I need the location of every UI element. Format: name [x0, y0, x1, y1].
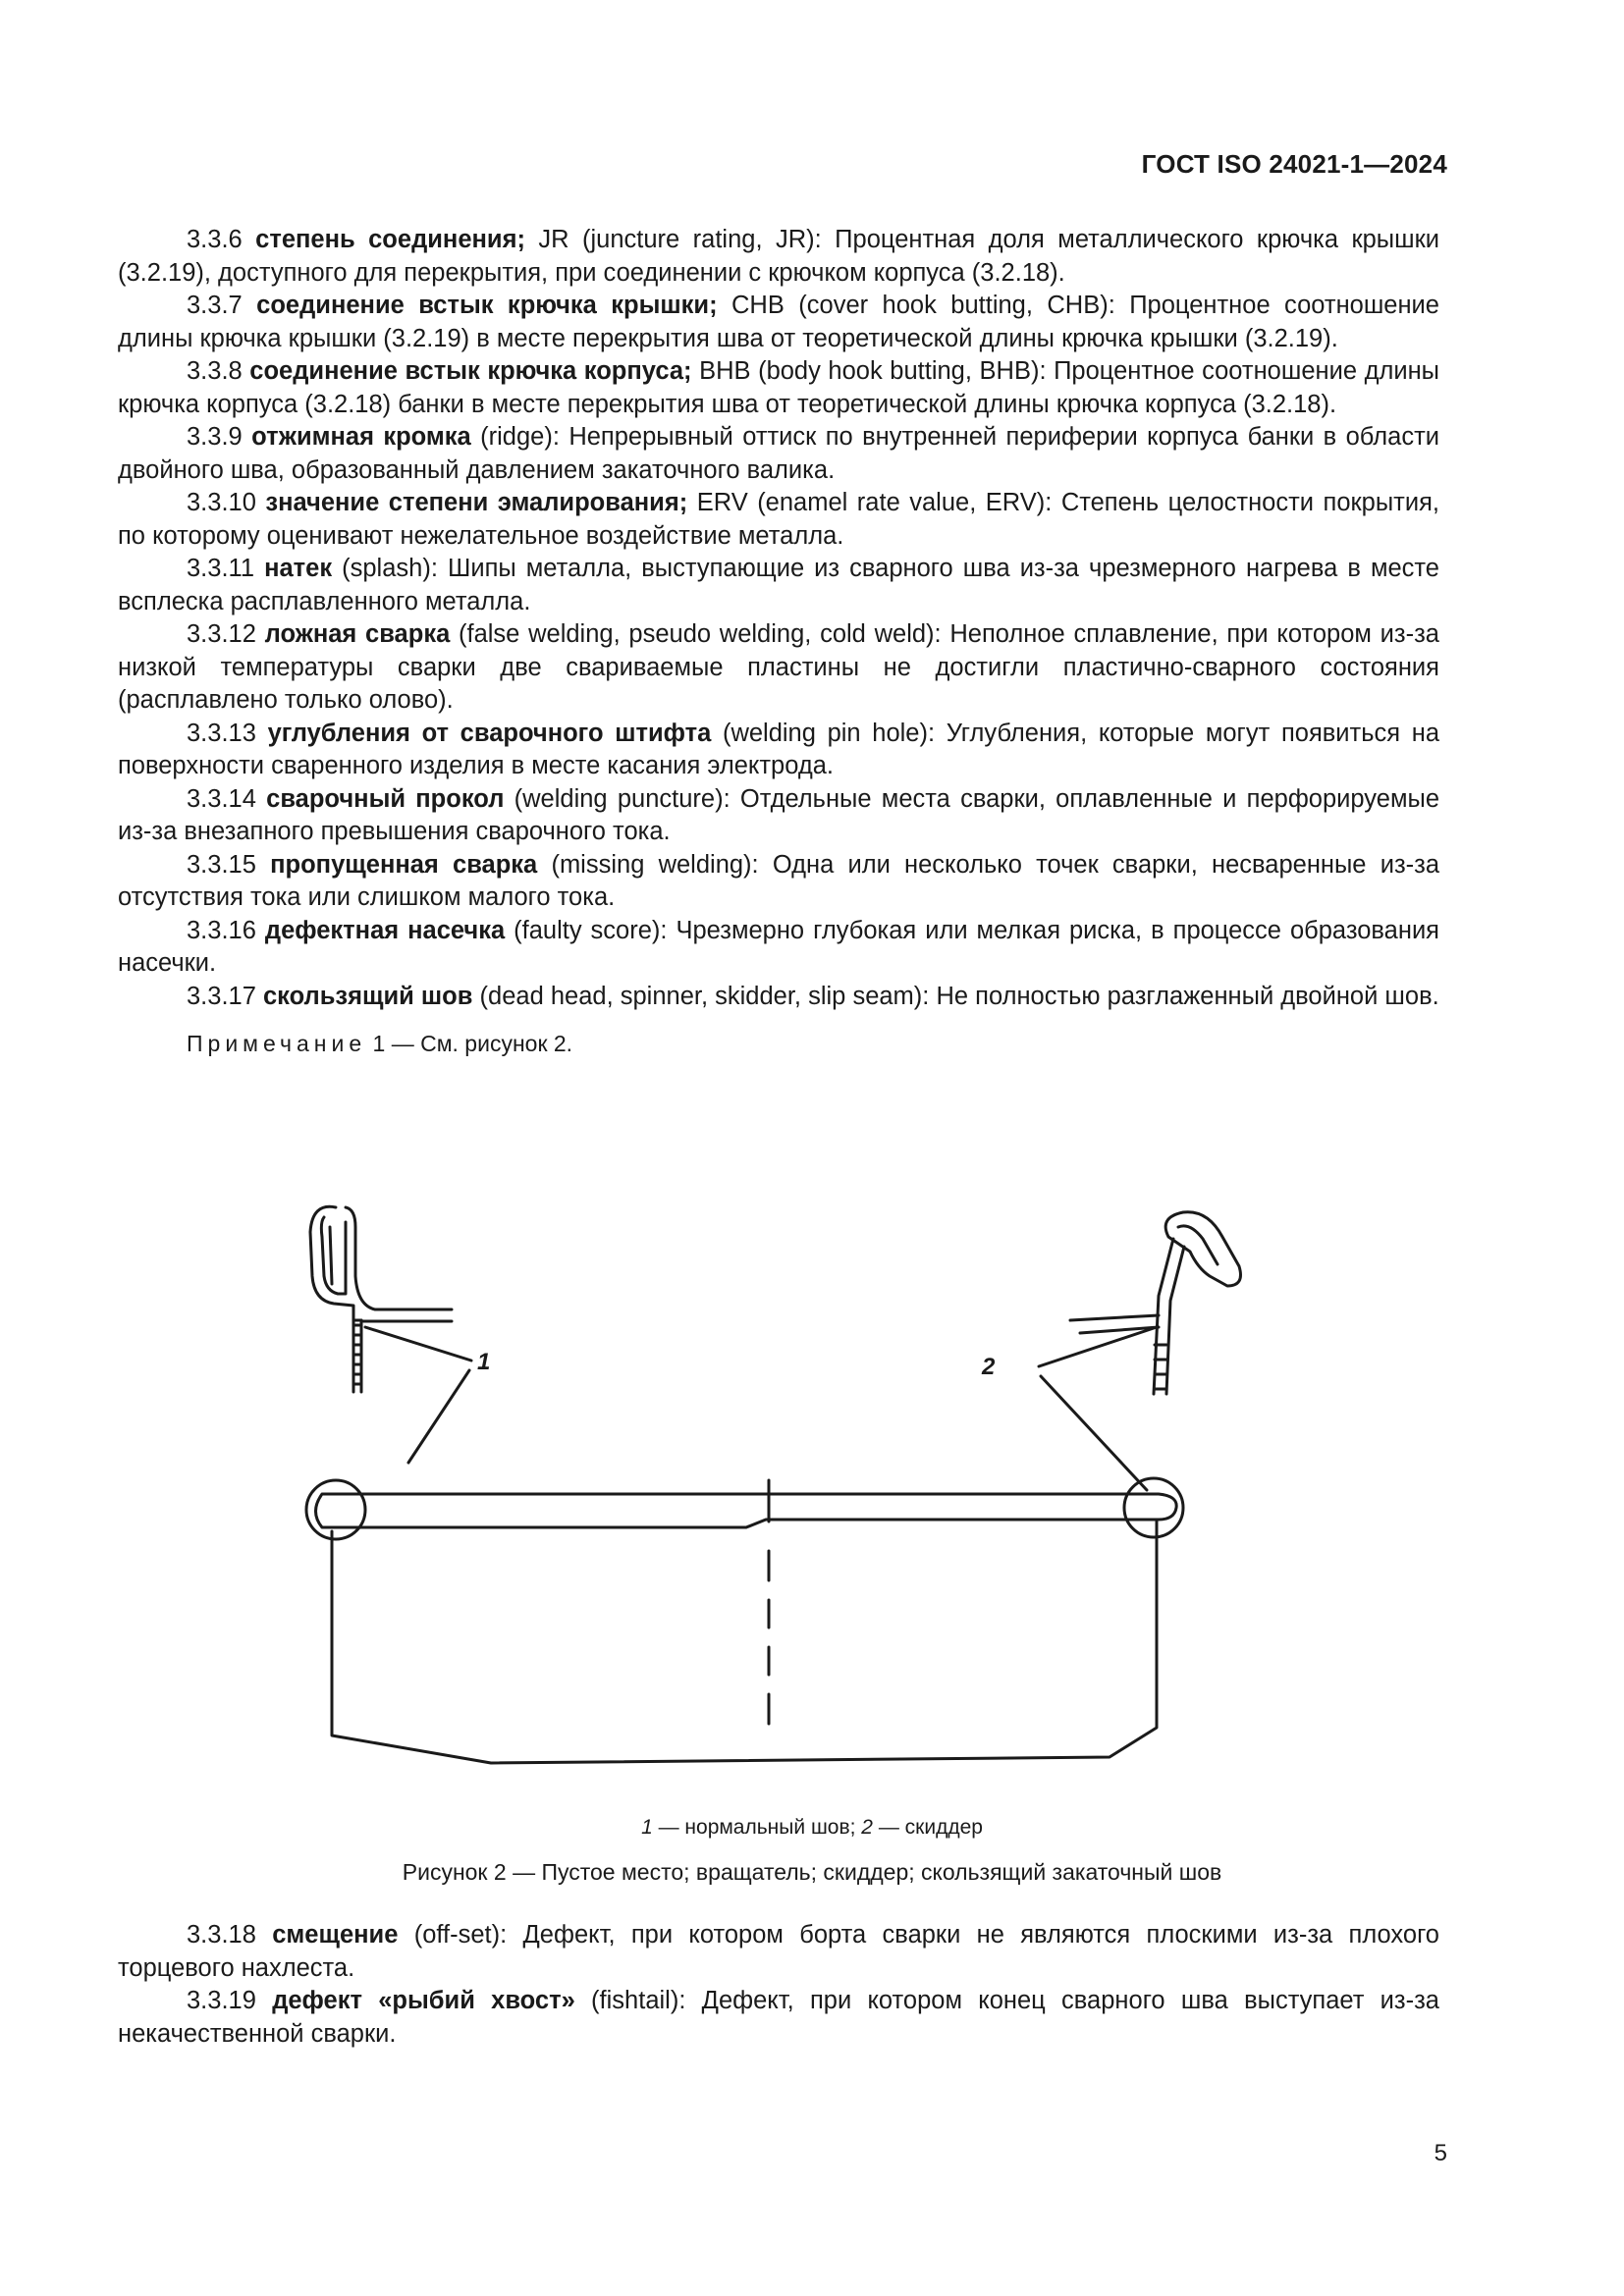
terms-section-2 [118, 1919, 1439, 2051]
term-paragraph: 3.3.8 соединение встык крючка корпуса; BHB (body hook butting, BHB): Процентное соотношение длины крючка корпуса (3.2.18) банки в месте перекрытия шва от теоретической длины крючка корпуса (3.2.18). [118, 357, 1439, 418]
callout-2: 2 [982, 1354, 996, 1380]
note-label: Примечание [187, 1031, 367, 1056]
term-paragraph: 3.3.16 дефектная насечка (faulty score): Чрезмерно глубокая или мелкая риска, в процессе образования насечки. [118, 916, 1439, 977]
term-paragraph: 3.3.12 ложная сварка (false welding, pseudo welding, cold weld): Неполное сплавление, при котором из-за низкой температуры сварки две свариваемые пластины не достигли пластично-сварного состояния (расплавлено только олово). [118, 620, 1439, 714]
page-number: 5 [1434, 2140, 1447, 2166]
note-text: 1 — См. рисунок 2. [372, 1031, 573, 1056]
term-paragraph: 3.3.19 дефект «рыбий хвост» (fishtail): Дефект, при котором конец сварного шва выступает из-за некачественной сварки. [118, 1987, 1439, 2048]
term-paragraph: 3.3.15 пропущенная сварка (missing welding): Одна или несколько точек сварки, несваренные из-за отсутствия тока или слишком малого тока. [118, 850, 1439, 911]
skidder-seam-detail [1070, 1212, 1241, 1394]
note [118, 1029, 1439, 1058]
term-paragraph: 3.3.7 соединение встык крючка крышки; CHB (cover hook butting, CHB): Процентное соотношение длины крючка крышки (3.2.19) в месте перекрытия шва от теоретической длины крючка крышки (3.2.19). [118, 292, 1439, 352]
can-body [306, 1478, 1183, 1763]
term-paragraph: 3.3.9 отжимная кромка (ridge): Непрерывный оттиск по внутренней периферии корпуса банки в области двойного шва, образованный давлением закаточного валика. [118, 423, 1439, 484]
term-paragraph: 3.3.10 значение степени эмалирования; ERV (enamel rate value, ERV): Степень целостности покрытия, по которому оценивают нежелательное воздействие металла. [118, 489, 1439, 550]
term-paragraph: 3.3.18 смещение (off-set): Дефект, при котором борта сварки не являются плоскими из-за плохого торцевого нахлеста. [118, 1921, 1439, 1982]
term-paragraph: 3.3.14 сварочный прокол (welding puncture): Отдельные места сварки, оплавленные и перфорируемые из-за внезапного превышения сварочного тока. [118, 784, 1439, 845]
figure-2-seam-diagram [295, 1178, 1276, 1787]
normal-seam-detail [310, 1206, 452, 1392]
figure-caption: Рисунок 2 — Пустое место; вращатель; скиддер; скользящий закаточный шов [402, 1859, 1222, 1885]
term-paragraph: 3.3.17 скользящий шов (dead head, spinner, skidder, slip seam): Не полностью разглаженный двойной шов. [187, 982, 1439, 1010]
term-paragraph: 3.3.13 углубления от сварочного штифта (welding pin hole): Углубления, которые могут появиться на поверхности сваренного изделия в месте касания электрода. [118, 719, 1439, 779]
callout-1: 1 [477, 1349, 491, 1375]
term-paragraph: 3.3.6 степень соединения; JR (juncture rating, JR): Процентная доля металлического крючка крышки (3.2.19), доступного для перекрытия, при соединении с крючком корпуса (3.2.18). [118, 226, 1439, 287]
term-paragraph: 3.3.11 натек (splash): Шипы металла, выступающие из сварного шва из-за чрезмерного нагрева в месте всплеска расплавленного металла. [118, 555, 1439, 615]
figure-legend: 1 — нормальный шов; 2 — скиддер [641, 1816, 983, 1839]
terms-section [118, 224, 1439, 1058]
document-header: ГОСТ ISO 24021-1—2024 [1141, 149, 1447, 179]
